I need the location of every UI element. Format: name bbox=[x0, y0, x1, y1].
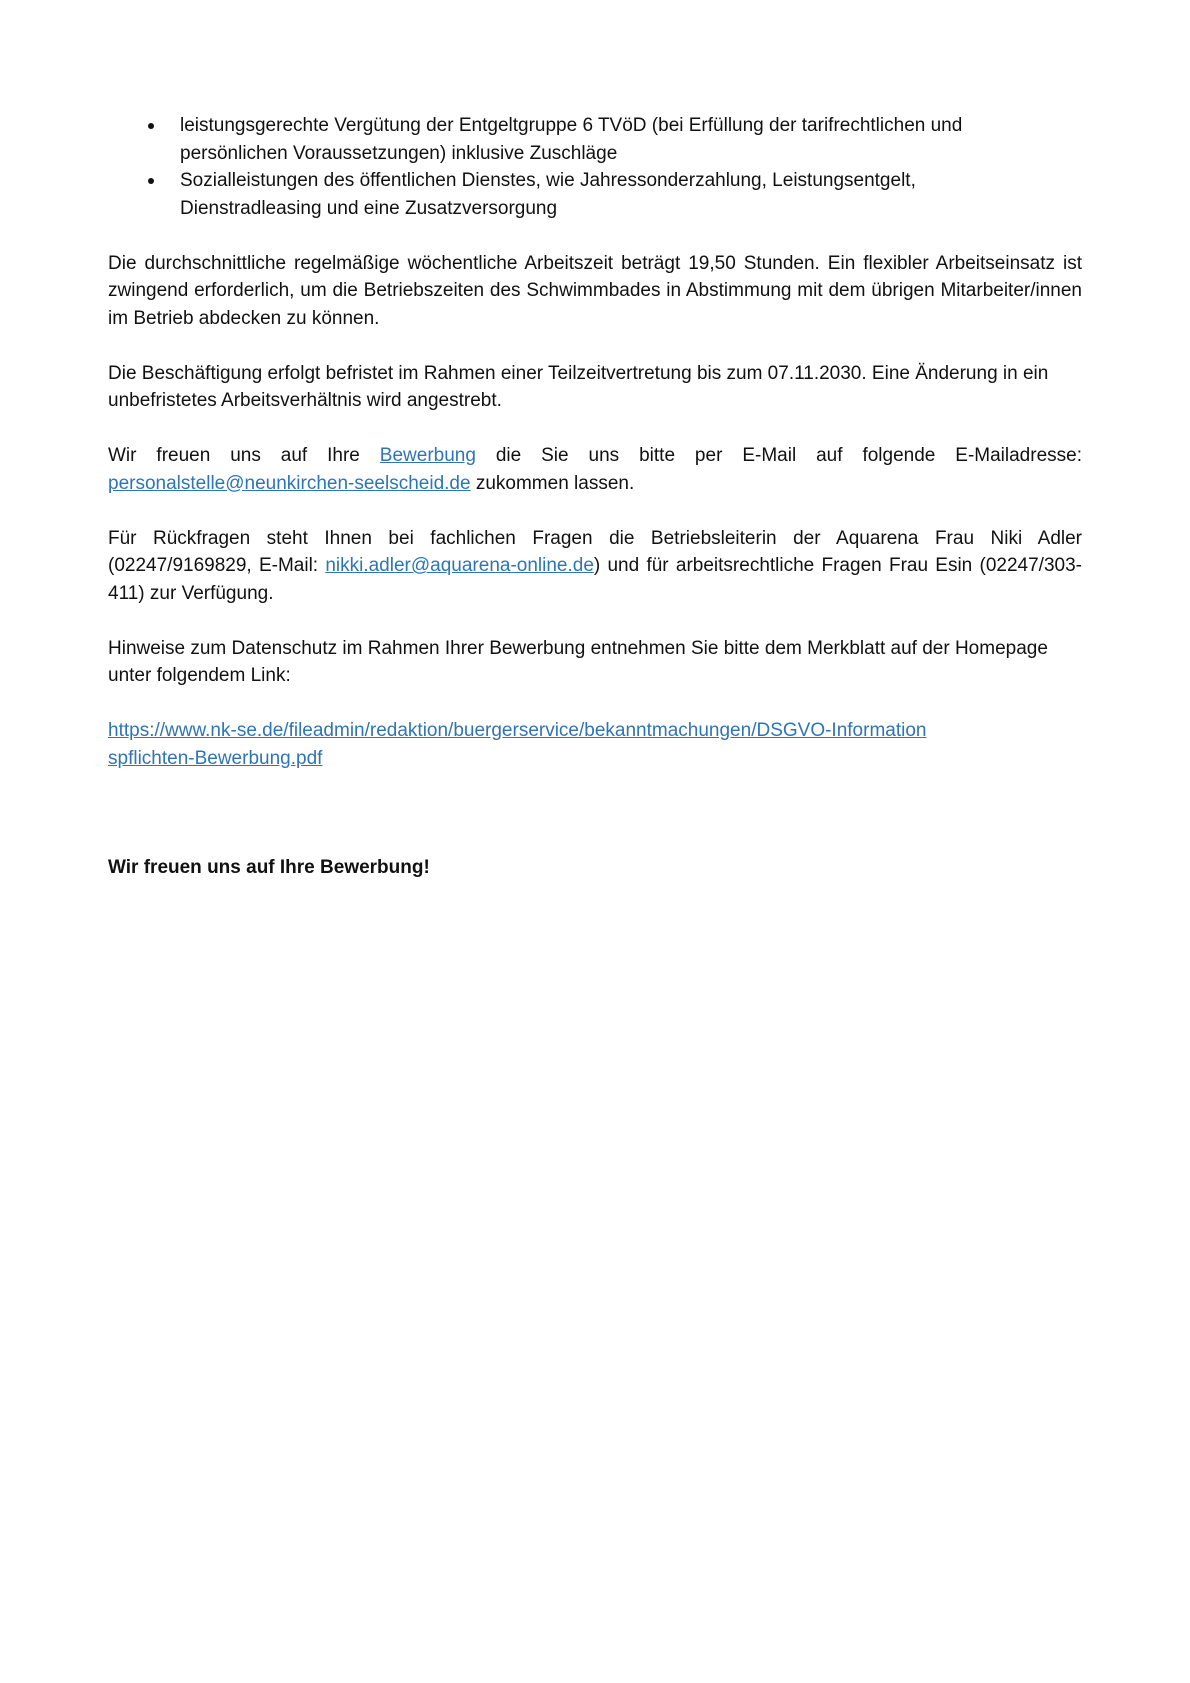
rueckfragen-text-start: Für Rückfragen steht Ihnen bei fachlichen Fragen die Betriebsleiterin der Aquarena Frau Niki Adler (02247/9169829, E-Mail: bbox=[108, 527, 1082, 576]
bullet-icon bbox=[148, 123, 154, 129]
bewerbung-text-middle: die Sie uns bitte per E-Mail auf folgende E-Mailadresse: bbox=[475, 445, 1082, 466]
bewerbung-paragraph bbox=[108, 442, 1082, 497]
personalstelle-email-link[interactable]: personalstelle@neunkirchen-seelscheid.de bbox=[108, 472, 471, 494]
bewerbung-text-start: Wir freuen uns auf Ihre bbox=[108, 445, 380, 466]
list-item bbox=[108, 167, 1030, 222]
arbeitszeit-paragraph: Die durchschnittliche regelmäßige wöchentliche Arbeitszeit beträgt 19,50 Stunden. Ein flexibler Arbeitseinsatz ist zwingend erforderlich, um die Betriebszeiten des Schwimmbades in Abstimmung mit dem übrigen Mitarbeiter/innen im Betrieb abdecken zu können. bbox=[108, 252, 1082, 329]
befristung-paragraph: Die Beschäftigung erfolgt befristet im Rahmen einer Teilzeitvertretung bis zum 07.11.2030. Eine Änderung in ein unbefristetes Arbeitsverhältnis wird angestrebt. bbox=[108, 362, 1049, 411]
datenschutz-pdf-link[interactable]: https://www.nk-se.de/fileadmin/redaktion/buergerservice/bekanntmachungen/DSGVO-Informationspflichten-Bewerbung.pdf bbox=[108, 720, 927, 769]
benefits-list bbox=[108, 112, 1082, 222]
list-item bbox=[108, 112, 1030, 167]
datenschutz-paragraph: Hinweise zum Datenschutz im Rahmen Ihrer Bewerbung entnehmen Sie bitte dem Merkblatt auf der Homepage unter folgendem Link: bbox=[108, 637, 1048, 686]
rueckfragen-text-end: ) und für arbeitsrechtliche Fragen Frau Esin (02247/303-411) zur Verfügung. bbox=[108, 555, 1082, 604]
benefit-text: leistungsgerechte Vergütung der Entgeltgruppe 6 TVöD (bei Erfüllung der tarifrechtlichen und persönlichen Voraussetzungen) inklusive Zuschläge bbox=[180, 115, 963, 164]
closing-line: Wir freuen uns auf Ihre Bewerbung! bbox=[108, 857, 430, 878]
document-page bbox=[108, 112, 1082, 882]
datenschutz-link-paragraph bbox=[108, 717, 928, 772]
bewerbung-link[interactable]: Bewerbung bbox=[379, 445, 476, 466]
aquarena-email-link[interactable]: nikki.adler@aquarena-online.de bbox=[325, 555, 594, 576]
rueckfragen-paragraph bbox=[108, 525, 1082, 608]
bullet-icon bbox=[148, 178, 154, 184]
benefit-text: Sozialleistungen des öffentlichen Dienstes, wie Jahressonderzahlung, Leistungsentgelt, Dienstradleasing und eine Zusatzversorgung bbox=[180, 170, 916, 219]
bewerbung-text-end: zukommen lassen. bbox=[470, 472, 635, 494]
